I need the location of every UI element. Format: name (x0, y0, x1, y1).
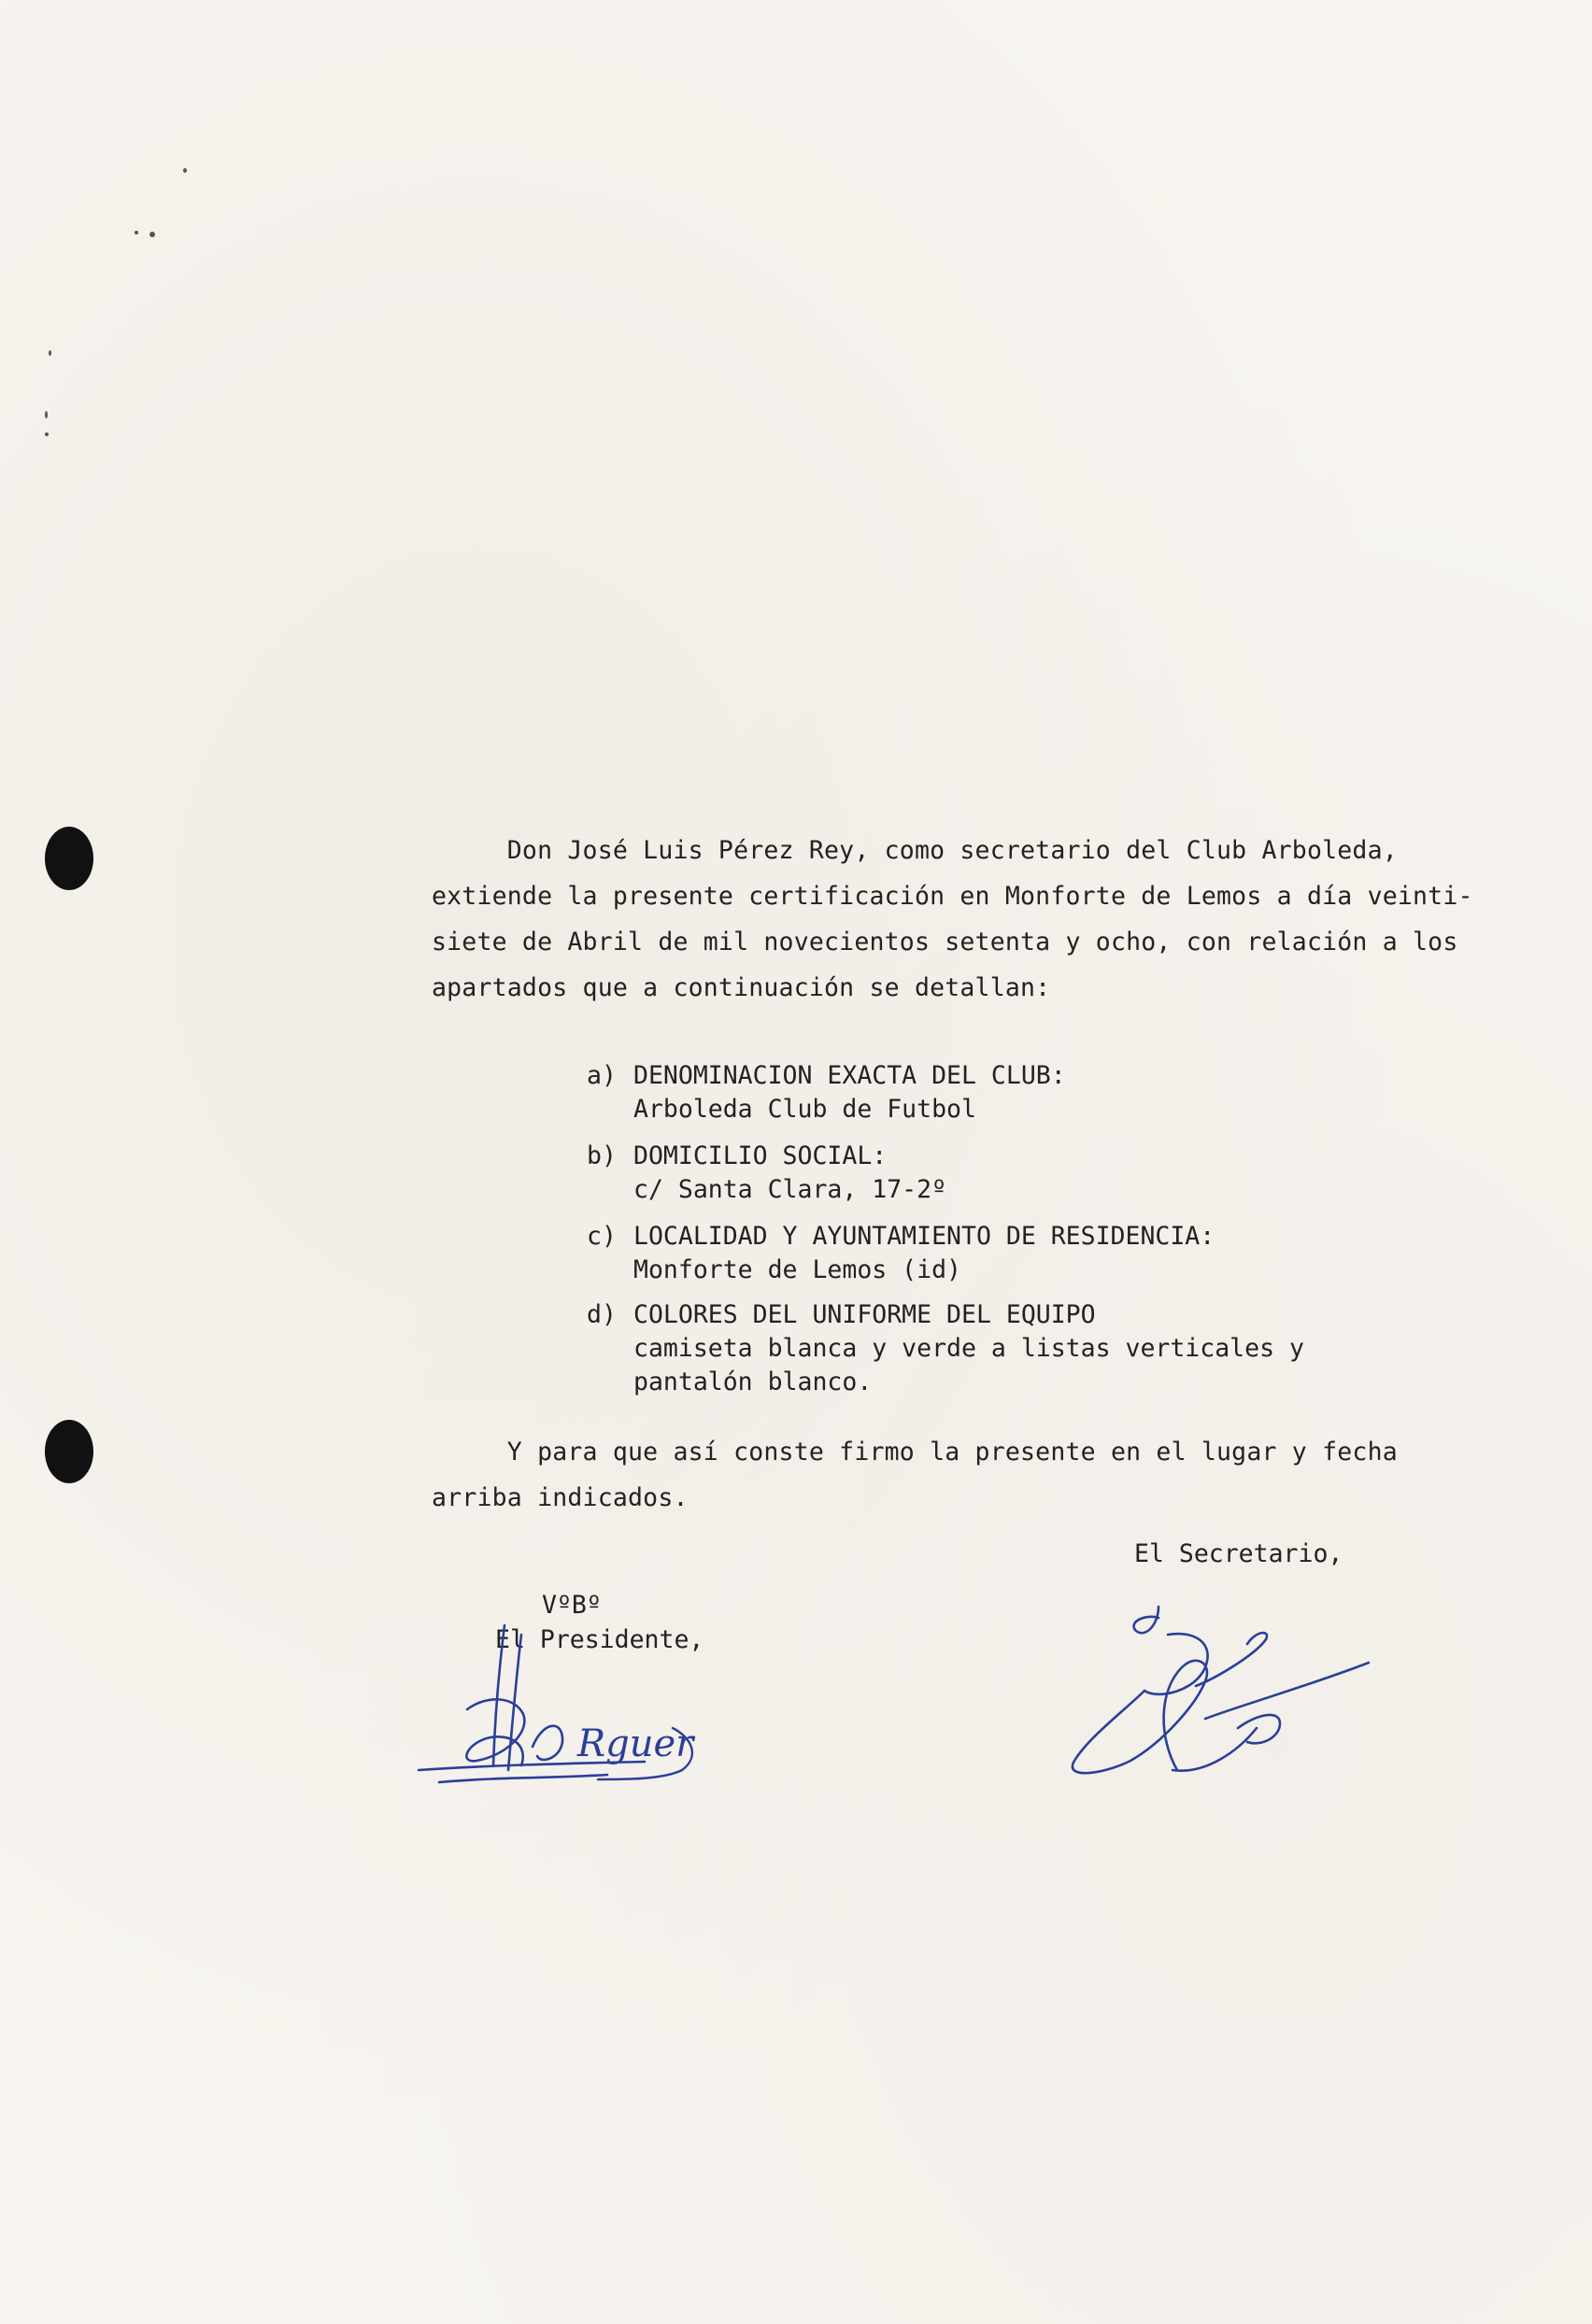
intro-line-2: extiende la presente certificación en Monforte de Lemos a día veinti- (432, 882, 1473, 911)
paper-speck (45, 432, 49, 436)
approval-mark: VºBº (542, 1591, 602, 1620)
intro-line-1: Don José Luis Pérez Rey, como secretario del Club Arboleda, (432, 836, 1398, 865)
paper-speck (49, 350, 51, 356)
item-value: c/ Santa Clara, 17-2º (633, 1175, 947, 1204)
paper-speck (45, 411, 48, 418)
paper-speck (183, 168, 187, 173)
president-title: El Presidente, (495, 1625, 704, 1654)
item-heading: LOCALIDAD Y AYUNTAMIENTO DE RESIDENCIA: (633, 1222, 1215, 1251)
item-value: pantalón blanco. (633, 1367, 873, 1396)
closing-paragraph (432, 1429, 1398, 1521)
intro-line-4: apartados que a continuación se detallan: (432, 973, 1051, 1002)
closing-line-2: arriba indicados. (432, 1483, 689, 1512)
paper-speck (135, 231, 138, 234)
closing-line-1: Y para que así conste firmo la presente en el lugar y fecha (432, 1438, 1398, 1467)
paper-speck (149, 232, 155, 237)
president-signature-text: Rguer (577, 1722, 694, 1765)
secretary-title: El Secretario, (1134, 1539, 1343, 1568)
item-value: Arboleda Club de Futbol (633, 1095, 976, 1124)
intro-line-3: siete de Abril de mil novecientos setenta y ocho, con relación a los (432, 928, 1458, 957)
punch-hole-bottom (45, 1420, 93, 1483)
item-heading: DENOMINACION EXACTA DEL CLUB: (633, 1061, 1066, 1090)
list-item-d (587, 1298, 1304, 1433)
list-marker: c) (587, 1222, 617, 1251)
item-value: Monforte de Lemos (id) (633, 1255, 961, 1284)
president-signature-icon (411, 1607, 747, 1803)
punch-hole-top (45, 827, 93, 890)
intro-paragraph (432, 828, 1473, 1011)
list-marker: d) (587, 1300, 617, 1329)
list-marker: b) (587, 1141, 617, 1170)
item-heading: DOMICILIO SOCIAL: (633, 1141, 888, 1170)
item-value: camiseta blanca y verde a listas verticales y (633, 1334, 1304, 1363)
list-marker: a) (587, 1061, 617, 1090)
secretary-signature-icon (1056, 1588, 1392, 1793)
item-heading: COLORES DEL UNIFORME DEL EQUIPO (633, 1300, 1096, 1329)
